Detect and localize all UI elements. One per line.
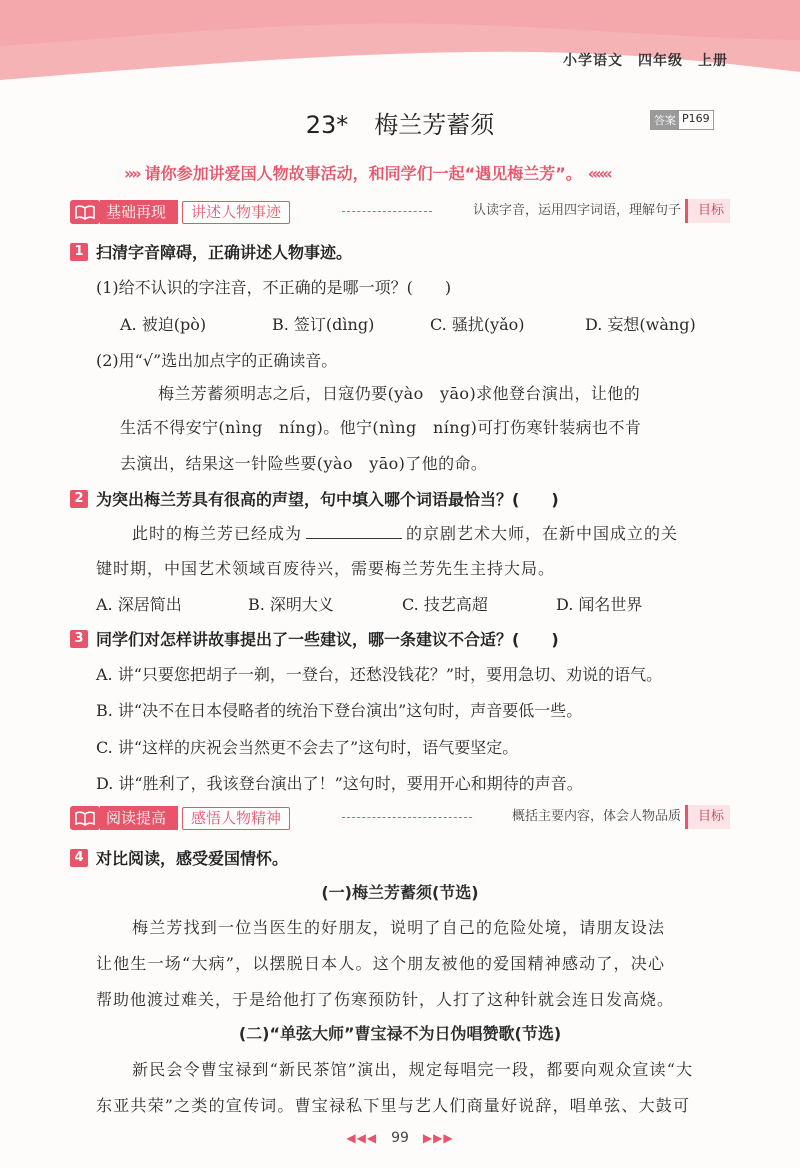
q1-part1: (1)给不认识的字注音，不正确的是哪一项？( ) xyxy=(96,278,452,297)
passage-2-line-2: 东亚共荣”之类的宣传词。曹宝禄私下里与艺人们商量好说辞，唱单弦、大鼓可 xyxy=(96,1096,691,1115)
q2-option-d[interactable]: D. 闻名世界 xyxy=(556,595,643,614)
q2-blank[interactable] xyxy=(306,524,402,539)
passage-2-title: (二)“单弦大师”曹宝禄不为日伪唱赞歌(节选) xyxy=(238,1024,562,1043)
question-4-stem xyxy=(70,846,288,869)
answer-page: P169 xyxy=(682,112,710,125)
question-2-number: 2 xyxy=(70,490,88,508)
lesson-name: 梅兰芳蓄须 xyxy=(374,111,495,139)
question-3-number: 3 xyxy=(70,630,88,648)
question-2-stem xyxy=(70,487,559,510)
answer-label: 答案 xyxy=(651,111,679,129)
question-3-text: 同学们对怎样讲故事提出了一些建议，哪一条建议不合适？( ) xyxy=(96,630,559,649)
divider xyxy=(342,211,432,212)
q3-option-d[interactable]: D. 讲“胜利了，我该登台演出了！”这句时，要用开心和期待的声音。 xyxy=(96,774,583,793)
book-icon xyxy=(70,806,100,830)
question-4-number: 4 xyxy=(70,849,88,867)
question-3-stem xyxy=(70,627,559,650)
passage-2-line-1: 新民会令曹宝禄到“新民茶馆”演出，规定每唱完一段，都要向观众宣读“大 xyxy=(132,1060,694,1079)
section-basic-badge xyxy=(70,199,290,225)
q1-part2: (2)用“√”选出加点字的正确读音。 xyxy=(96,351,338,370)
intro-arrows-right: ««« xyxy=(587,164,610,183)
question-4-text: 对比阅读，感受爱国情怀。 xyxy=(96,849,289,868)
q2-option-b[interactable]: B. 深明大义 xyxy=(248,595,334,614)
goal-tag: 目标 xyxy=(685,199,730,223)
q3-option-a[interactable]: A. 讲“只要您把胡子一剃，一登台，还愁没钱花？”时，要用急切、劝说的语气。 xyxy=(96,665,663,684)
section-reading-header xyxy=(70,805,730,831)
section-basic-goal xyxy=(473,199,730,223)
page-number xyxy=(0,1130,800,1146)
q1-option-c[interactable]: C. 骚扰(yǎo) xyxy=(430,315,525,334)
q1-passage-line-3: 去演出，结果这一针险些要(yào yāo)了他的命。 xyxy=(120,454,488,473)
passage-1-line-1: 梅兰芳找到一位当医生的好朋友，说明了自己的危险处境，请朋友设法 xyxy=(132,918,666,937)
section-basic-subtitle: 讲述人物事迹 xyxy=(182,201,290,224)
q1-option-d[interactable]: D. 妄想(wàng) xyxy=(585,315,696,334)
goal-text: 认读字音，运用四字词语，理解句子 xyxy=(472,203,681,218)
answer-reference xyxy=(650,110,714,130)
section-basic-title: 基础再现 xyxy=(100,200,178,224)
intro-line xyxy=(124,161,610,184)
divider xyxy=(342,817,472,818)
q2-text-after: 的京剧艺术大师，在新中国成立的关 xyxy=(406,524,679,543)
q2-option-c[interactable]: C. 技艺高超 xyxy=(402,595,488,614)
goal-text: 概括主要内容，体会人物品质 xyxy=(511,809,681,824)
q3-option-c[interactable]: C. 讲“这样的庆祝会当然更不会去了”这句时，语气要坚定。 xyxy=(96,738,519,757)
q2-text-before: 此时的梅兰芳已经成为 xyxy=(132,524,303,543)
passage-1-line-2: 让他生一场“大病”，以摆脱日本人。这个朋友被他的爱国精神感动了，决心 xyxy=(96,954,666,973)
question-2-text: 为突出梅兰芳具有很高的声望，句中填入哪个词语最恰当？( ) xyxy=(96,490,559,509)
q2-sentence-line-1 xyxy=(132,521,678,544)
book-icon xyxy=(70,200,100,224)
section-reading-title: 阅读提高 xyxy=(100,806,178,830)
lesson-number: 23* xyxy=(305,111,349,139)
section-reading-goal xyxy=(512,805,730,829)
goal-tag: 目标 xyxy=(685,805,730,829)
header-subject: 小学语文 四年级 上册 xyxy=(563,53,728,69)
q2-option-a[interactable]: A. 深居简出 xyxy=(96,595,182,614)
section-reading-badge xyxy=(70,805,290,831)
question-1-text: 扫清字音障碍，正确讲述人物事迹。 xyxy=(96,243,353,262)
passage-1-line-3: 帮助他渡过难关，于是给他打了伤寒预防针，人打了这种针就会连日发高烧。 xyxy=(96,990,675,1009)
passage-1-title: (一)梅兰芳蓄须(节选) xyxy=(321,883,479,902)
section-reading-subtitle: 感悟人物精神 xyxy=(182,807,290,830)
question-1-stem xyxy=(70,240,352,263)
section-basic-header xyxy=(70,199,730,225)
arrows-right-icon: ▶▶▶ xyxy=(422,1131,454,1145)
q1-option-b[interactable]: B. 签订(dìng) xyxy=(272,315,375,334)
q2-sentence-line-2: 键时期，中国艺术领域百废待兴，需要梅兰芳先生主持大局。 xyxy=(96,559,556,578)
page-number-value: 99 xyxy=(391,1130,409,1146)
intro-arrows-left: »» xyxy=(124,164,139,183)
intro-text: 请你参加讲爱国人物故事活动，和同学们一起“遇见梅兰芳”。 xyxy=(144,164,582,183)
question-1-number: 1 xyxy=(70,243,88,261)
q3-option-b[interactable]: B. 讲“决不在日本侵略者的统治下登台演出”这句时，声音要低一些。 xyxy=(96,701,583,720)
q1-passage-line-2: 生活不得安宁(nìng níng)。他宁(nìng níng)可打伤寒针装病也不肯 xyxy=(120,418,642,437)
q1-option-a[interactable]: A. 被迫(pò) xyxy=(120,315,207,334)
header-band xyxy=(0,0,800,90)
q1-passage-line-1: 梅兰芳蓄须明志之后，日寇仍要(yào yāo)求他登台演出，让他的 xyxy=(158,384,641,403)
arrows-left-icon: ◀◀◀ xyxy=(346,1131,378,1145)
